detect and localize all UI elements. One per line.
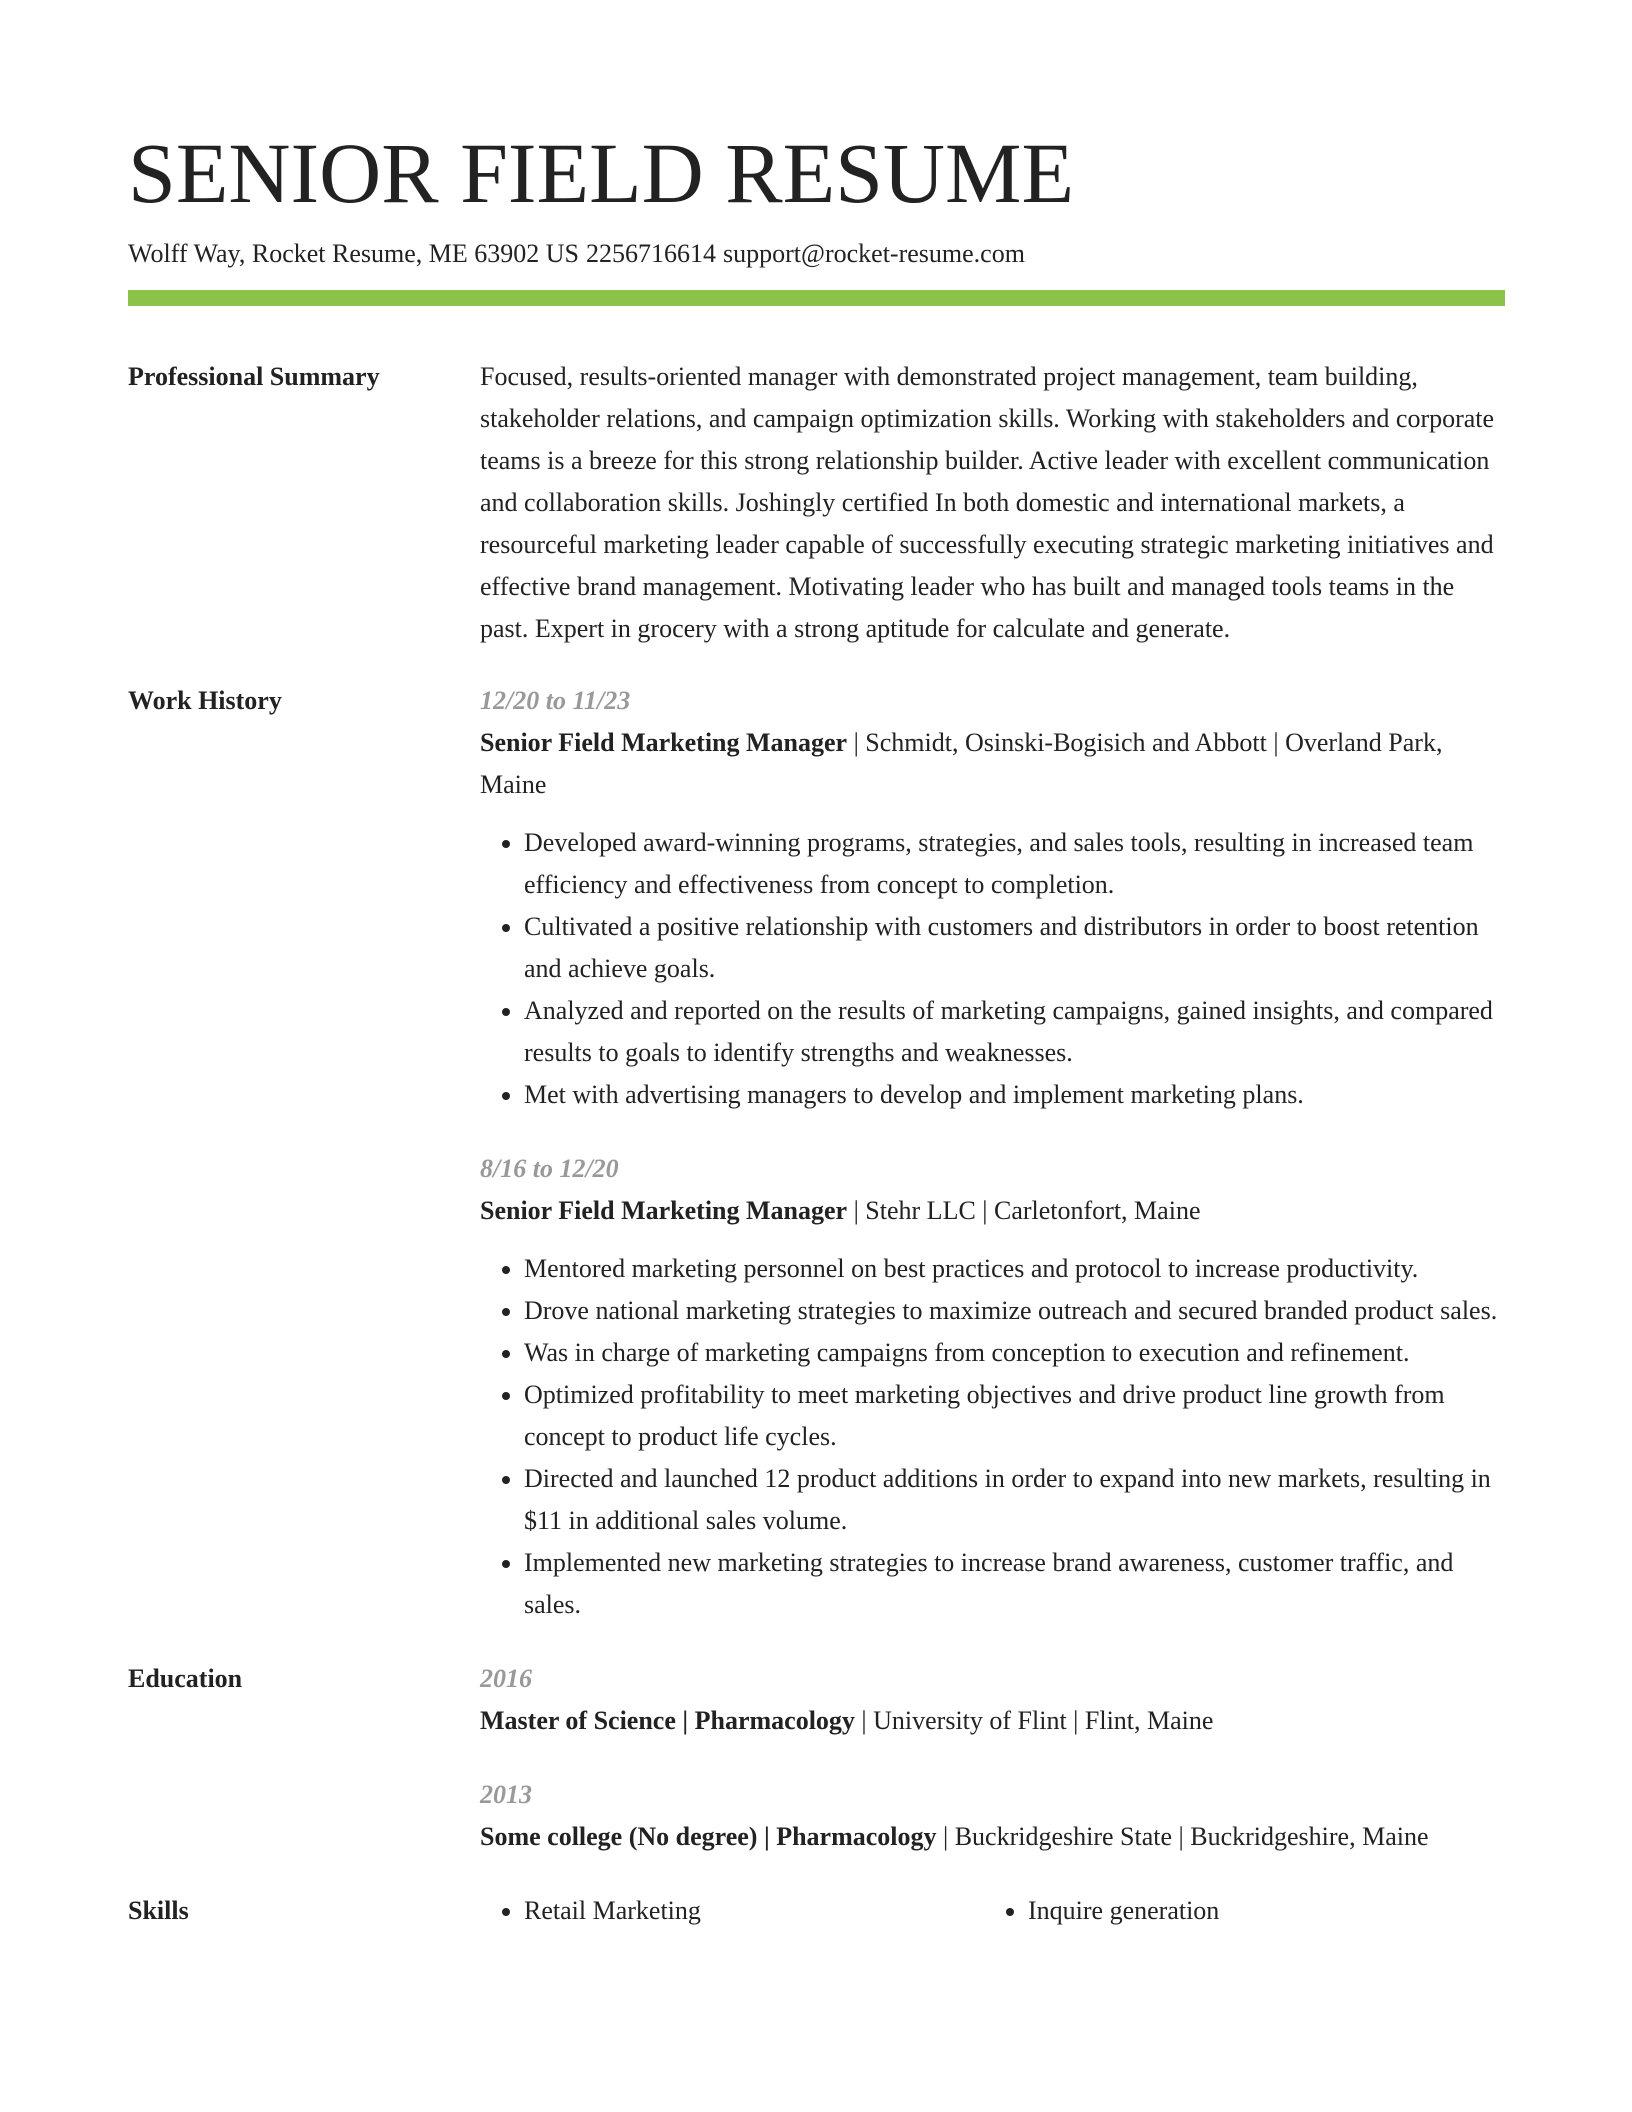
education-details: | Buckridgeshire State | Buckridgeshire, Maine [936,1822,1429,1851]
education-degree: Some college (No degree) | Pharmacology [480,1822,937,1851]
education-entry [480,1774,1505,1858]
job-dates: 12/20 to 11/23 [480,686,631,715]
section-label-education: Education [128,1664,243,1693]
job-bullet: • Developed award-winning programs, strategies, and sales tools, resulting in increased team efficiency and effectiveness from concept to completion. [524,822,1505,906]
education-degree: Master of Science | Pharmacology [480,1706,855,1735]
summary-section [128,356,1505,650]
skills-columns [480,1890,1505,1932]
education-heading [480,1700,1505,1742]
work-history-section [128,680,1505,1626]
summary-body [480,356,1505,650]
skill-item: • Inquire generation [1028,1890,1488,1932]
job-bullet: • Optimized profitability to meet marketing objectives and drive product line growth from concept to product life cycles. [524,1374,1505,1458]
work-history-body [480,680,1505,1626]
job-bullet: • Directed and launched 12 product additions in order to expand into new markets, resulting in $11 in additional sales volume. [524,1458,1505,1542]
accent-divider [128,290,1505,306]
job-entry [480,680,1505,1116]
job-title: Senior Field Marketing Manager [480,728,848,757]
job-bullet: • Cultivated a positive relationship with customers and distributors in order to boost retention and achieve goals. [524,906,1505,990]
skill-item: • Retail Marketing [524,1890,984,1932]
job-heading [480,1190,1505,1232]
contact-phone: 2256716614 [586,239,717,268]
job-bullet: • Implemented new marketing strategies to increase brand awareness, customer traffic, and sales. [524,1542,1505,1626]
job-title: Senior Field Marketing Manager [480,1196,848,1225]
job-bullets [480,1248,1505,1626]
job-dates: 8/16 to 12/20 [480,1154,619,1183]
section-label-skills: Skills [128,1896,189,1925]
contact-address: Wolff Way, Rocket Resume, ME 63902 US [128,239,580,268]
job-bullet: • Was in charge of marketing campaigns from conception to execution and refinement. [524,1332,1505,1374]
education-section [128,1658,1505,1858]
resume-title: SENIOR FIELD RESUME [128,125,1075,221]
education-details: | University of Flint | Flint, Maine [854,1706,1214,1735]
education-year: 2016 [480,1664,532,1693]
contact-line [128,236,1505,272]
job-bullets [480,822,1505,1116]
job-heading [480,722,1505,806]
job-details: | Schmidt, Osinski-Bogisich and Abbott | Overland Park, Maine [480,728,1443,799]
education-year: 2013 [480,1780,532,1809]
contact-email[interactable]: support@rocket-resume.com [723,239,1025,268]
section-label-work-history: Work History [128,686,282,715]
job-entry [480,1148,1505,1626]
job-details: | Stehr LLC | Carletonfort, Maine [847,1196,1201,1225]
education-heading [480,1816,1505,1858]
resume-page [128,0,1505,1932]
skills-section [128,1890,1505,1932]
section-label-summary: Professional Summary [128,362,380,391]
education-entry [480,1658,1505,1742]
education-body [480,1658,1505,1858]
job-bullet: • Met with advertising managers to develop and implement marketing plans. [524,1074,1505,1116]
job-bullet: • Analyzed and reported on the results of marketing campaigns, gained insights, and compared results to goals to identify strengths and weaknesses. [524,990,1505,1074]
job-bullet: • Mentored marketing personnel on best practices and protocol to increase productivity. [524,1248,1505,1290]
skills-body [480,1890,1505,1932]
skills-list-right [984,1890,1488,1932]
summary-text: Focused, results-oriented manager with demonstrated project management, team building, stakeholder relations, and campaign optimization skills. Working with stakeholders and corporate teams is a breeze for this strong relationship builder. Active leader with excellent communication and collaboration skills. Joshingly certified In both domestic and international markets, a resourceful marketing leader capable of successfully executing strategic marketing initiatives and effective brand management. Motivating leader who has built and managed tools teams in the past. Expert in grocery with a strong aptitude for calculate and generate. [480,362,1495,643]
job-bullet: • Drove national marketing strategies to maximize outreach and secured branded product sales. [524,1290,1505,1332]
skills-list-left [480,1890,984,1932]
